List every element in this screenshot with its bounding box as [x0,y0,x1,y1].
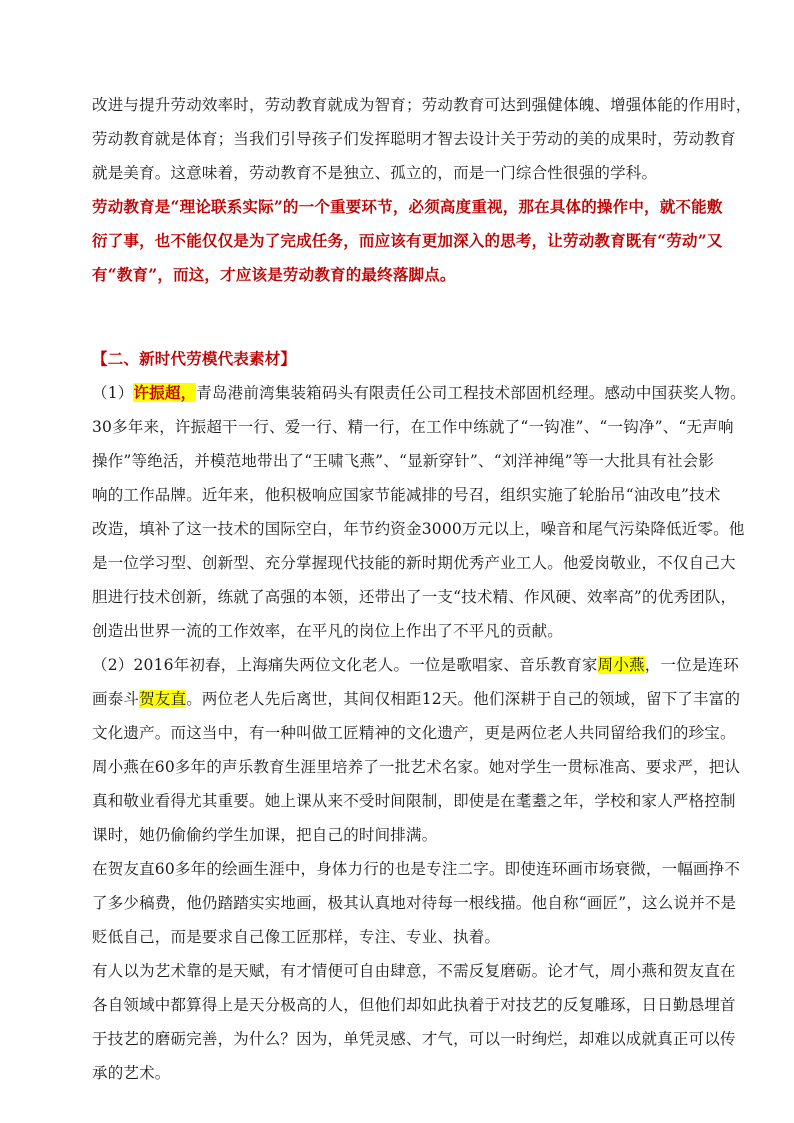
text-line: 周小燕在60多年的声乐教育生涯里培养了一批艺术名家。她对学生一贯标准高、要求严，把认 [92,758,741,776]
item2-second-line [92,682,741,716]
item2-line2-rest: 。两位老人先后离世，其间仅相距12天。他们深耕于自己的领域，留下了丰富的 [186,690,741,708]
text-line: 了多少稿费，他仍踏踏实实地画，极其认真地对待每一根线描。他自称“画匠”，这么说并不是 [92,894,737,912]
text-line: 创造出世界一流的工作效率，在平凡的岗位上作出了不平凡的贡献。 [92,622,564,640]
paragraph-3 [92,852,741,954]
emphasis-line: 劳动教育是“理论联系实际”的一个重要环节，必须高度重视，那在具体的操作中，就不能敷 [92,197,723,216]
text-line: 就是美育。这意味着，劳动教育不是独立、孤立的，而是一门综合性很强的学科。 [92,164,658,182]
text-line: 文化遗产。而这当中，有一种叫做工匠精神的文化遗产，更是两位老人共同留给我们的珍宝。 [92,724,736,742]
emphasis-line: 衍了事，也不能仅仅是为了完成任务，而应该有更加深入的思考，让劳动教育既有“劳动”又 [92,231,723,250]
text-line: 各自领域中都算得上是天分极高的人，但他们却如此执着于对技艺的反复雕琢，日日勤恳埋首 [92,996,736,1014]
text-line: 课时，她仍偷偷约学生加课，把自己的时间排满。 [92,826,438,844]
item1-first-line [92,376,746,410]
item1-prefix: （1） [92,384,134,402]
text-line: 有人以为艺术靠的是天赋，有才情便可自由肆意，不需反复磨砺。论才气，周小燕和贺友直在 [92,962,736,980]
text-line: 操作”等绝活，并模范地带出了“王啸飞燕”、“显新穿针”、“刘洋神绳”等一大批具有社会影 [92,452,715,470]
text-line: 承的艺术。 [92,1064,171,1082]
paragraph-4 [92,954,736,1090]
item2-paragraph [92,648,741,852]
text-line: 改进与提升劳动效率时，劳动教育就成为智育；劳动教育可达到强健体魄、增强体能的作用时， [92,96,752,114]
text-line: 贬低自己，而是要求自己像工匠那样，专注、专业、执着。 [92,928,501,946]
text-line: 是一位学习型、创新型、充分掌握现代技能的新时期优秀产业工人。他爱岗敬业，不仅自己大 [92,554,736,572]
item2-prefix: （2）2016年初春，上海痛失两位文化老人。一位是歌唱家、音乐教育家 [92,656,598,674]
text-line: 于技艺的磨砺完善，为什么？因为，单凭灵感、才气，可以一时绚烂，却难以成就真正可以传 [92,1030,736,1048]
text-line: 30多年来，许振超干一行、爱一行、精一行，在工作中练就了“一钩准”、“一钩净”、“无声响 [92,418,734,436]
section-heading: 【二、新时代劳模代表素材】 [92,349,297,368]
item2-name-b-highlight: 贺友直 [139,690,187,708]
item1-first-rest: 青岛港前湾集装箱码头有限责任公司工程技术部固机经理。感动中国获奖人物。 [196,384,746,402]
text-line: 改造，填补了这一技术的国际空白，年节约资金3000万元以上，噪音和尾气污染降低近零。他 [92,520,745,538]
intro-paragraph [92,88,752,190]
text-line: 劳动教育就是体育；当我们引导孩子们发挥聪明才智去设计关于劳动的美的成果时，劳动教育 [92,130,736,148]
text-line: 在贺友直60多年的绘画生涯中，身体力行的也是专注二字。即使连环画市场衰微，一幅画挣不 [92,860,741,878]
section-spacer [92,292,704,342]
item1-paragraph [92,376,746,648]
item2-mid: ，一位是连环 [644,656,739,674]
item2-first-line [92,648,739,682]
text-line: 胆进行技术创新，练就了高强的本领，还带出了一支“技术精、作风硬、效率高”的优秀团队， [92,588,737,606]
item2-name-a-highlight: 周小燕 [597,656,645,674]
item1-name-highlight: 许振超， [133,383,197,402]
emphasis-paragraph [92,190,723,292]
text-line: 真和敬业看得尤其重要。她上课从来不受时间限制，即使是在耄耋之年，学校和家人严格控制 [92,792,736,810]
emphasis-line: 有“教育”，而这，才应该是劳动教育的最终落脚点。 [92,265,456,284]
item2-line2-prefix: 画泰斗 [92,690,140,708]
document-page [92,88,752,1090]
text-line: 响的工作品牌。近年来，他积极响应国家节能减排的号召，组织实施了轮胎吊“油改电”技术 [92,486,721,504]
